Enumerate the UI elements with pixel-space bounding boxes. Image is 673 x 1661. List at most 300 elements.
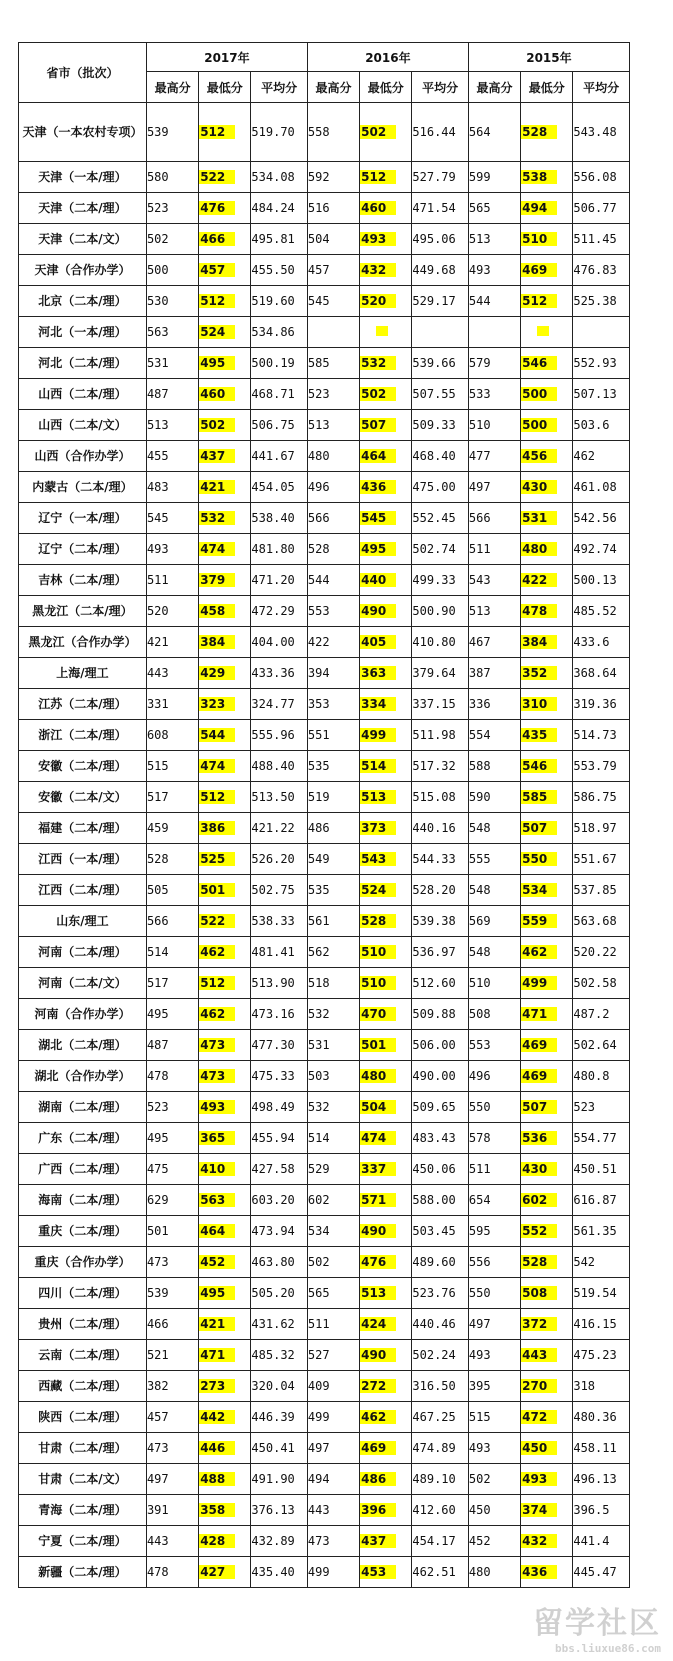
province-cell: 四川（二本/理） [19, 1278, 147, 1309]
max-score-cell: 450 [468, 1495, 520, 1526]
min-score-value: 270 [521, 1379, 557, 1393]
min-score-cell [521, 1061, 573, 1092]
min-score-value: 512 [199, 294, 235, 308]
max-score-cell: 382 [146, 1371, 198, 1402]
min-score-cell [199, 317, 251, 348]
min-score-cell [199, 1247, 251, 1278]
min-score-value: 443 [521, 1348, 557, 1362]
min-score-value: 532 [199, 511, 235, 525]
min-score-cell [521, 224, 573, 255]
min-score-cell [521, 255, 573, 286]
min-score-cell [360, 255, 412, 286]
min-score-cell [521, 162, 573, 193]
avg-score-cell: 485.32 [251, 1340, 308, 1371]
avg-score-cell: 552.93 [573, 348, 630, 379]
max-score-cell: 654 [468, 1185, 520, 1216]
max-score-cell: 466 [146, 1309, 198, 1340]
min-score-value: 495 [199, 356, 235, 370]
province-cell: 湖北（合作办学） [19, 1061, 147, 1092]
min-score-cell [199, 596, 251, 627]
avg-score-cell: 445.47 [573, 1557, 630, 1588]
max-score-cell: 561 [307, 906, 359, 937]
avg-score-cell: 527.79 [412, 162, 469, 193]
empty-highlight [537, 326, 549, 336]
max-score-cell: 565 [307, 1278, 359, 1309]
avg-score-cell: 552.45 [412, 503, 469, 534]
min-score-value: 543 [360, 852, 396, 866]
min-score-cell [360, 596, 412, 627]
min-score-value: 585 [521, 790, 557, 804]
min-score-cell [360, 1464, 412, 1495]
max-score-cell: 510 [468, 968, 520, 999]
min-score-cell [199, 1123, 251, 1154]
year-header-2016: 2016年 [307, 43, 468, 72]
max-score-cell: 501 [146, 1216, 198, 1247]
province-cell: 江苏（二本/理） [19, 689, 147, 720]
max-score-cell: 409 [307, 1371, 359, 1402]
min-score-value: 469 [521, 1069, 557, 1083]
min-score-value: 430 [521, 480, 557, 494]
min-score-cell [360, 844, 412, 875]
avg-score-cell: 616.87 [573, 1185, 630, 1216]
min-score-cell [521, 1557, 573, 1588]
max-score-cell: 519 [307, 782, 359, 813]
min-score-cell [360, 1154, 412, 1185]
province-cell: 河北（一本/理） [19, 317, 147, 348]
min-score-value: 500 [521, 387, 557, 401]
max-score-cell: 545 [146, 503, 198, 534]
table-row [19, 906, 630, 937]
min-score-value: 510 [360, 945, 396, 959]
min-score-value: 499 [521, 976, 557, 990]
admission-score-table [18, 42, 630, 1588]
province-cell: 山东/理工 [19, 906, 147, 937]
min-score-cell [360, 1495, 412, 1526]
min-score-value: 508 [521, 1286, 557, 1300]
avg-score-cell: 337.15 [412, 689, 469, 720]
avg-score-cell: 324.77 [251, 689, 308, 720]
min-score-cell [360, 1278, 412, 1309]
min-score-cell [199, 565, 251, 596]
table-row [19, 193, 630, 224]
avg-score-cell: 515.08 [412, 782, 469, 813]
min-score-cell [199, 162, 251, 193]
min-score-cell [521, 103, 573, 162]
min-score-value: 410 [199, 1162, 235, 1176]
min-score-value: 490 [360, 1348, 396, 1362]
min-score-value: 501 [199, 883, 235, 897]
avg-score-cell: 511.98 [412, 720, 469, 751]
min-score-value: 323 [199, 697, 235, 711]
max-score-cell: 544 [307, 565, 359, 596]
min-score-cell [360, 317, 412, 348]
min-score-cell [360, 224, 412, 255]
min-score-cell [360, 1340, 412, 1371]
province-cell: 河北（二本/理） [19, 348, 147, 379]
table-row [19, 103, 630, 162]
min-score-value: 450 [521, 1441, 557, 1455]
table-row [19, 503, 630, 534]
province-cell: 湖南（二本/理） [19, 1092, 147, 1123]
province-cell: 上海/理工 [19, 658, 147, 689]
max-score-cell: 529 [307, 1154, 359, 1185]
min-score-value: 386 [199, 821, 235, 835]
max-score-cell: 480 [307, 441, 359, 472]
min-score-value: 405 [360, 635, 396, 649]
avg-score-cell: 433.36 [251, 658, 308, 689]
min-score-cell [360, 193, 412, 224]
table-row [19, 937, 630, 968]
max-score-cell: 475 [146, 1154, 198, 1185]
min-score-value: 424 [360, 1317, 396, 1331]
avg-score-cell: 450.06 [412, 1154, 469, 1185]
min-score-value: 563 [199, 1193, 235, 1207]
min-score-value: 384 [521, 635, 557, 649]
max-score-cell: 523 [307, 379, 359, 410]
min-score-value: 501 [360, 1038, 396, 1052]
min-score-value: 510 [521, 232, 557, 246]
min-score-value: 528 [521, 125, 557, 139]
max-score-cell: 478 [146, 1061, 198, 1092]
max-score-cell: 550 [468, 1092, 520, 1123]
min-score-value: 462 [199, 945, 235, 959]
province-cell: 广东（二本/理） [19, 1123, 147, 1154]
year-header-row [19, 43, 630, 72]
min-score-cell [521, 1216, 573, 1247]
min-score-header: 最低分 [521, 72, 573, 103]
max-score-cell: 548 [468, 937, 520, 968]
min-score-cell [521, 1185, 573, 1216]
avg-score-cell: 523.76 [412, 1278, 469, 1309]
avg-score-cell: 603.20 [251, 1185, 308, 1216]
min-score-value: 469 [360, 1441, 396, 1455]
max-score-cell: 517 [146, 968, 198, 999]
table-row [19, 782, 630, 813]
min-score-cell [199, 1340, 251, 1371]
max-score-cell: 495 [146, 1123, 198, 1154]
avg-score-header: 平均分 [412, 72, 469, 103]
table-row [19, 1185, 630, 1216]
min-score-value: 571 [360, 1193, 396, 1207]
avg-score-cell: 543.48 [573, 103, 630, 162]
min-score-value: 507 [360, 418, 396, 432]
table-row [19, 1526, 630, 1557]
table-row [19, 1464, 630, 1495]
table-row [19, 1216, 630, 1247]
avg-score-cell: 551.67 [573, 844, 630, 875]
max-score-header: 最高分 [146, 72, 198, 103]
max-score-cell: 511 [146, 565, 198, 596]
max-score-cell: 510 [468, 410, 520, 441]
min-score-cell [360, 813, 412, 844]
avg-score-cell: 454.05 [251, 472, 308, 503]
min-score-cell [199, 782, 251, 813]
min-score-value: 272 [360, 1379, 396, 1393]
min-score-cell [199, 503, 251, 534]
min-score-cell [199, 720, 251, 751]
table-row [19, 441, 630, 472]
min-score-cell [521, 1495, 573, 1526]
table-row [19, 472, 630, 503]
avg-score-cell: 462 [573, 441, 630, 472]
min-score-value: 464 [199, 1224, 235, 1238]
avg-score-cell: 542.56 [573, 503, 630, 534]
min-score-cell [521, 1433, 573, 1464]
avg-score-cell: 499.33 [412, 565, 469, 596]
max-score-cell: 387 [468, 658, 520, 689]
table-row [19, 1154, 630, 1185]
table-row [19, 1123, 630, 1154]
max-score-cell: 520 [146, 596, 198, 627]
max-score-cell: 499 [307, 1402, 359, 1433]
min-score-value: 502 [199, 418, 235, 432]
avg-score-cell: 475.00 [412, 472, 469, 503]
max-score-cell: 513 [468, 596, 520, 627]
table-row [19, 999, 630, 1030]
min-score-cell [360, 1371, 412, 1402]
avg-score-cell: 538.40 [251, 503, 308, 534]
min-score-value: 545 [360, 511, 396, 525]
min-score-header: 最低分 [360, 72, 412, 103]
max-score-cell: 514 [146, 937, 198, 968]
min-score-cell [199, 1154, 251, 1185]
table-row [19, 1402, 630, 1433]
avg-score-cell: 506.00 [412, 1030, 469, 1061]
min-score-cell [199, 1526, 251, 1557]
max-score-cell: 502 [146, 224, 198, 255]
min-score-cell [521, 1340, 573, 1371]
province-cell: 福建（二本/理） [19, 813, 147, 844]
table-row [19, 348, 630, 379]
max-score-cell: 473 [146, 1433, 198, 1464]
min-score-cell [360, 1309, 412, 1340]
min-score-value: 522 [199, 170, 235, 184]
max-score-cell: 569 [468, 906, 520, 937]
avg-score-cell: 427.58 [251, 1154, 308, 1185]
min-score-cell [199, 348, 251, 379]
avg-score-cell: 518.97 [573, 813, 630, 844]
max-score-cell: 421 [146, 627, 198, 658]
min-score-value: 422 [521, 573, 557, 587]
min-score-cell [199, 1495, 251, 1526]
min-score-value: 513 [360, 790, 396, 804]
max-score-cell: 532 [307, 1092, 359, 1123]
min-score-value: 504 [360, 1100, 396, 1114]
max-score-cell: 496 [468, 1061, 520, 1092]
avg-score-cell: 475.23 [573, 1340, 630, 1371]
avg-score-cell: 509.33 [412, 410, 469, 441]
min-score-cell [521, 534, 573, 565]
avg-score-header: 平均分 [251, 72, 308, 103]
min-score-value: 520 [360, 294, 396, 308]
min-score-value: 442 [199, 1410, 235, 1424]
avg-score-cell: 484.24 [251, 193, 308, 224]
min-score-value: 546 [521, 356, 557, 370]
min-score-value: 365 [199, 1131, 235, 1145]
min-score-value: 536 [521, 1131, 557, 1145]
max-score-cell: 521 [146, 1340, 198, 1371]
avg-score-cell: 498.49 [251, 1092, 308, 1123]
province-cell: 宁夏（二本/理） [19, 1526, 147, 1557]
min-score-value: 500 [521, 418, 557, 432]
table-row [19, 317, 630, 348]
avg-score-cell: 376.13 [251, 1495, 308, 1526]
min-score-cell [521, 1278, 573, 1309]
max-score-cell: 579 [468, 348, 520, 379]
min-score-cell [199, 286, 251, 317]
min-score-value: 471 [199, 1348, 235, 1362]
table-row [19, 875, 630, 906]
table-row [19, 1278, 630, 1309]
max-score-cell: 336 [468, 689, 520, 720]
avg-score-cell: 542 [573, 1247, 630, 1278]
min-score-cell [199, 472, 251, 503]
avg-score-cell: 495.81 [251, 224, 308, 255]
min-score-value: 507 [521, 821, 557, 835]
province-cell: 辽宁（一本/理） [19, 503, 147, 534]
table-row [19, 379, 630, 410]
min-score-cell [199, 534, 251, 565]
min-score-cell [360, 1247, 412, 1278]
avg-score-cell: 489.10 [412, 1464, 469, 1495]
min-score-cell [360, 348, 412, 379]
avg-score-cell: 511.45 [573, 224, 630, 255]
avg-score-cell: 435.40 [251, 1557, 308, 1588]
province-cell: 西藏（二本/理） [19, 1371, 147, 1402]
avg-score-cell: 516.44 [412, 103, 469, 162]
avg-score-cell: 319.36 [573, 689, 630, 720]
min-score-cell [521, 968, 573, 999]
min-score-value: 310 [521, 697, 557, 711]
max-score-cell: 599 [468, 162, 520, 193]
min-score-value: 337 [360, 1162, 396, 1176]
avg-score-cell: 440.46 [412, 1309, 469, 1340]
avg-score-cell: 472.29 [251, 596, 308, 627]
province-cell: 天津（二本/文） [19, 224, 147, 255]
avg-score-cell: 481.80 [251, 534, 308, 565]
min-score-cell [521, 999, 573, 1030]
avg-score-header: 平均分 [573, 72, 630, 103]
max-score-cell: 553 [307, 596, 359, 627]
table-row [19, 720, 630, 751]
min-score-cell [521, 441, 573, 472]
min-score-cell [360, 1185, 412, 1216]
empty-highlight [376, 326, 388, 336]
avg-score-cell: 561.35 [573, 1216, 630, 1247]
table-row [19, 534, 630, 565]
avg-score-cell: 316.50 [412, 1371, 469, 1402]
min-score-cell [521, 813, 573, 844]
avg-score-cell: 467.25 [412, 1402, 469, 1433]
avg-score-cell: 491.90 [251, 1464, 308, 1495]
province-cell: 重庆（二本/理） [19, 1216, 147, 1247]
min-score-value: 502 [360, 125, 396, 139]
min-score-cell [521, 348, 573, 379]
max-score-cell: 513 [468, 224, 520, 255]
max-score-cell: 391 [146, 1495, 198, 1526]
min-score-value: 478 [521, 604, 557, 618]
table-row [19, 1247, 630, 1278]
min-score-cell [521, 1464, 573, 1495]
max-score-cell: 554 [468, 720, 520, 751]
min-score-cell [521, 720, 573, 751]
avg-score-cell: 487.2 [573, 999, 630, 1030]
max-score-cell: 513 [146, 410, 198, 441]
avg-score-cell: 450.51 [573, 1154, 630, 1185]
min-score-value: 602 [521, 1193, 557, 1207]
min-score-value: 524 [360, 883, 396, 897]
min-score-cell [199, 1309, 251, 1340]
min-score-value: 525 [199, 852, 235, 866]
min-score-value: 469 [521, 263, 557, 277]
avg-score-cell: 477.30 [251, 1030, 308, 1061]
avg-score-cell: 458.11 [573, 1433, 630, 1464]
avg-score-cell: 503.6 [573, 410, 630, 441]
min-score-cell [360, 1557, 412, 1588]
min-score-value: 421 [199, 480, 235, 494]
max-score-cell: 331 [146, 689, 198, 720]
min-score-cell [360, 503, 412, 534]
max-score-cell: 534 [307, 1216, 359, 1247]
max-score-cell: 566 [146, 906, 198, 937]
min-score-value: 486 [360, 1472, 396, 1486]
max-score-cell: 515 [146, 751, 198, 782]
max-score-cell: 580 [146, 162, 198, 193]
min-score-cell [199, 1433, 251, 1464]
avg-score-cell: 555.96 [251, 720, 308, 751]
min-score-cell [360, 1433, 412, 1464]
province-cell: 山西（二本/文） [19, 410, 147, 441]
avg-score-cell: 509.88 [412, 999, 469, 1030]
avg-score-cell: 500.19 [251, 348, 308, 379]
min-score-cell [199, 103, 251, 162]
avg-score-cell: 586.75 [573, 782, 630, 813]
avg-score-cell: 502.24 [412, 1340, 469, 1371]
min-score-cell [521, 875, 573, 906]
min-score-cell [199, 844, 251, 875]
avg-score-cell: 446.39 [251, 1402, 308, 1433]
min-score-value: 462 [521, 945, 557, 959]
max-score-cell: 394 [307, 658, 359, 689]
table-row [19, 968, 630, 999]
avg-score-cell: 534.08 [251, 162, 308, 193]
max-score-cell: 516 [307, 193, 359, 224]
table-row [19, 658, 630, 689]
max-score-cell: 629 [146, 1185, 198, 1216]
max-score-cell: 514 [307, 1123, 359, 1154]
min-score-cell [360, 162, 412, 193]
max-score-cell: 515 [468, 1402, 520, 1433]
avg-score-cell: 502.74 [412, 534, 469, 565]
min-score-value: 495 [199, 1286, 235, 1300]
max-score-cell: 566 [468, 503, 520, 534]
avg-score-cell: 440.16 [412, 813, 469, 844]
max-score-cell: 530 [146, 286, 198, 317]
min-score-value: 273 [199, 1379, 235, 1393]
min-score-value: 490 [360, 1224, 396, 1238]
avg-score-cell: 462.51 [412, 1557, 469, 1588]
min-score-cell [360, 937, 412, 968]
avg-score-cell: 534.86 [251, 317, 308, 348]
max-score-cell: 480 [468, 1557, 520, 1588]
province-cell: 黑龙江（合作办学） [19, 627, 147, 658]
min-score-value: 534 [521, 883, 557, 897]
avg-score-cell: 476.83 [573, 255, 630, 286]
min-score-value: 480 [521, 542, 557, 556]
max-score-cell: 493 [468, 1340, 520, 1371]
avg-score-cell: 523 [573, 1092, 630, 1123]
avg-score-cell: 441.67 [251, 441, 308, 472]
